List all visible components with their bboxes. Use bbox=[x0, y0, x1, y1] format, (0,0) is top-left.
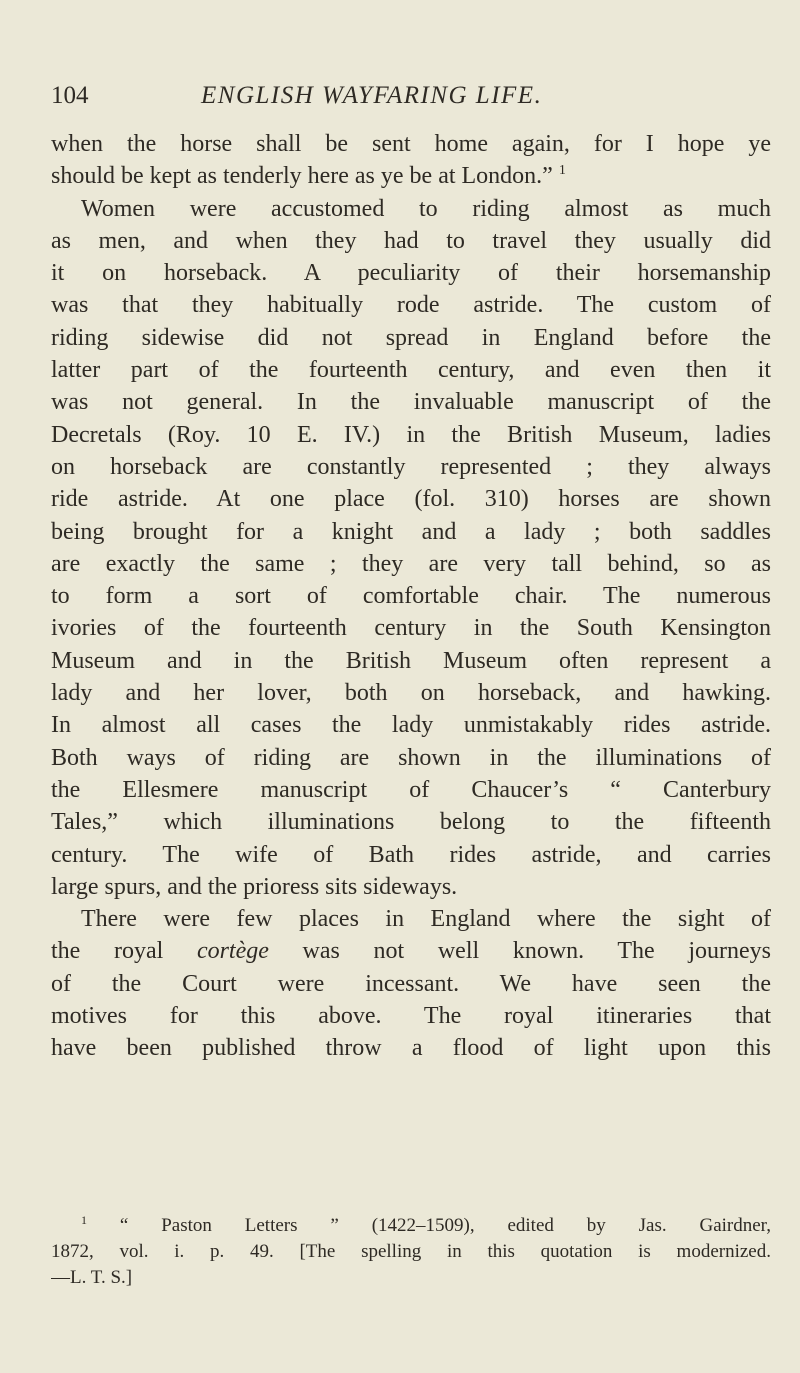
footnote-reference: 1 bbox=[558, 163, 566, 179]
footnote-mark: 1 bbox=[81, 1213, 87, 1227]
text-line: large spurs, and the prioress sits sideways. bbox=[51, 873, 458, 900]
page-header bbox=[51, 76, 771, 116]
text-line: was that they habitually rode astride. The custom of bbox=[51, 292, 771, 319]
text-line: to form a sort of comfortable chair. The numerous bbox=[51, 583, 771, 610]
text-line: century. The wife of Bath rides astride, and carries bbox=[51, 841, 771, 868]
text-line: lady and her lover, both on horseback, and hawking. bbox=[51, 680, 771, 707]
text-line: latter part of the fourteenth century, and even then it bbox=[51, 357, 771, 384]
running-title: ENGLISH WAYFARING LIFE. bbox=[201, 82, 543, 109]
italic-word: cortège bbox=[196, 938, 269, 965]
text-line: have been published throw a flood of light upon this bbox=[51, 1035, 771, 1062]
text-line: Women were accustomed to riding almost as much bbox=[81, 195, 771, 222]
footnote-line bbox=[51, 1213, 771, 1239]
text-line: ivories of the fourteenth century in the South Kensington bbox=[51, 615, 771, 642]
text-line: riding sidewise did not spread in England before the bbox=[51, 324, 771, 351]
text-line: was not general. In the invaluable manuscript of the bbox=[51, 389, 771, 416]
text-line: it on horseback. A peculiarity of their horsemanship bbox=[51, 260, 771, 287]
text-line: of the Court were incessant. We have seen the bbox=[51, 970, 771, 997]
text-line-part: was not well known. The journeys bbox=[268, 938, 771, 965]
text-line: motives for this above. The royal itineraries that bbox=[51, 1003, 771, 1030]
footnote-line: —L. T. S.] bbox=[51, 1267, 133, 1288]
text-line bbox=[51, 160, 771, 192]
text-line: are exactly the same ; they are very tall behind, so as bbox=[51, 550, 771, 577]
text-line: Both ways of riding are shown in the illuminations of bbox=[51, 744, 771, 771]
text-line: as men, and when they had to travel they usually did bbox=[51, 227, 771, 254]
footnotes bbox=[51, 1213, 771, 1291]
text-line: on horseback are constantly represented ; they always bbox=[51, 453, 771, 480]
footnote-line-content: “ Paston Letters ” (1422–1509), edited by Jas. Gairdner, bbox=[119, 1215, 771, 1236]
text-line: being brought for a knight and a lady ; both saddles bbox=[51, 518, 771, 545]
text-line bbox=[51, 935, 771, 967]
text-line: the Ellesmere manuscript of Chaucer’s “ Canterbury bbox=[51, 776, 771, 803]
text-line: Museum and in the British Museum often represent a bbox=[51, 647, 771, 674]
text-line: ride astride. At one place (fol. 310) horses are shown bbox=[51, 486, 771, 513]
footnote-line: 1872, vol. i. p. 49. [The spelling in this quotation is modernized. bbox=[51, 1241, 771, 1262]
text-line-content: should be kept as tenderly here as ye be at London.” bbox=[51, 163, 553, 190]
text-line: In almost all cases the lady unmistakably rides astride. bbox=[51, 712, 771, 739]
text-line-part: the royal bbox=[51, 938, 197, 965]
page-number: 104 bbox=[51, 82, 89, 109]
text-line: Decretals (Roy. 10 E. IV.) in the British Museum, ladies bbox=[51, 421, 771, 448]
body-text bbox=[51, 128, 771, 1065]
text-line: Tales,” which illuminations belong to the fifteenth bbox=[51, 809, 771, 836]
text-line: when the horse shall be sent home again, for I hope ye bbox=[51, 131, 771, 157]
text-line: There were few places in England where the sight of bbox=[81, 906, 771, 933]
